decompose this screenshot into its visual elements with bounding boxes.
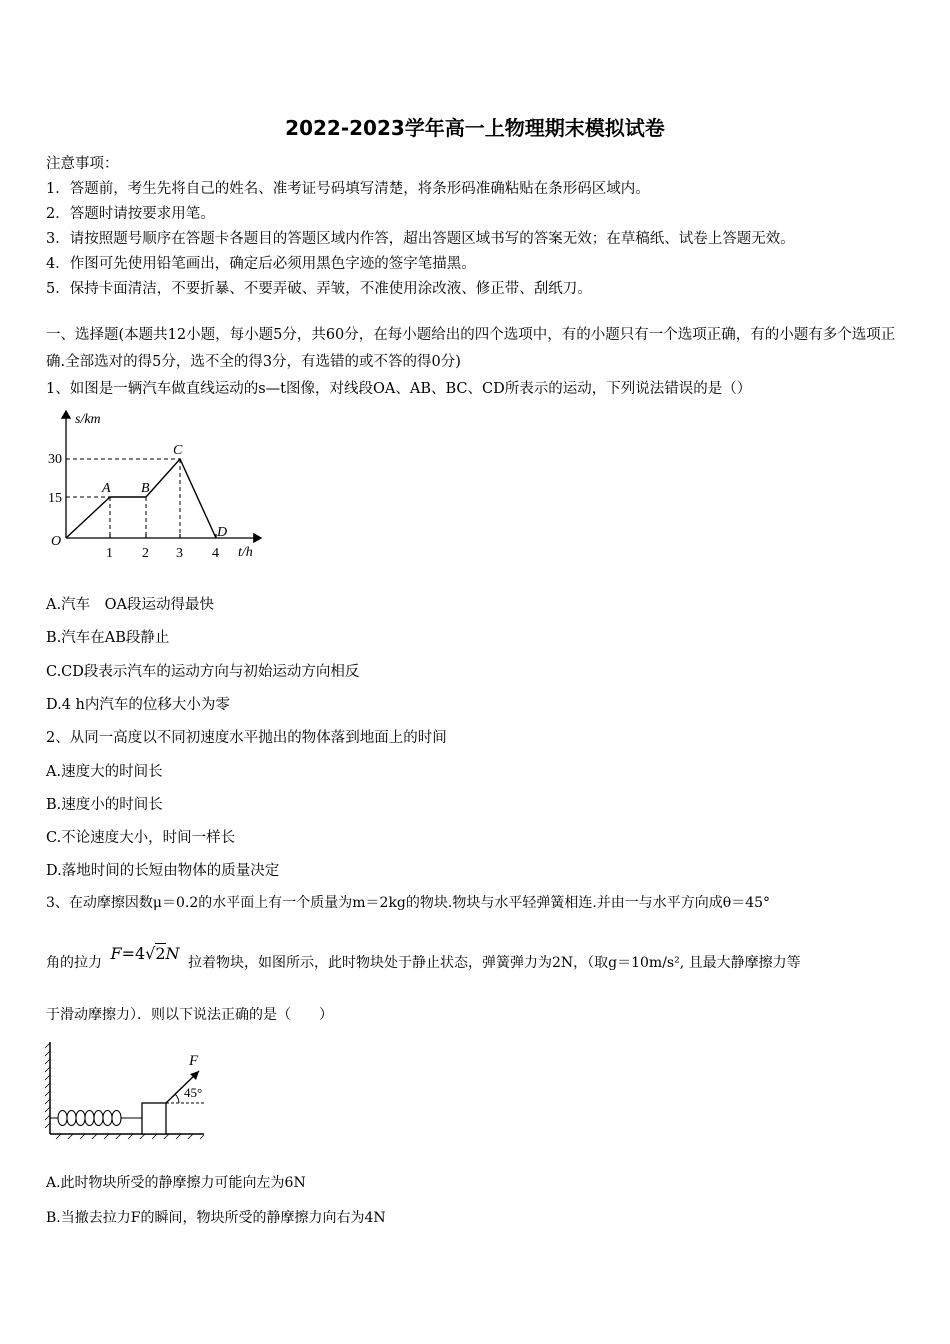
point-label: A: [102, 481, 111, 496]
spring-block-figure: [44, 1040, 214, 1140]
stem-text: 拉着物块，如图所示，此时物块处于静止状态，弹簧弹力为2N，（取g＝10m/s², 且最大静摩擦力等: [188, 955, 801, 971]
angle-label: 45°: [184, 1085, 203, 1100]
x-tick-label: 3: [176, 546, 183, 561]
option: A.速度大的时间长: [46, 764, 163, 780]
option: B.汽车在AB段静止: [46, 630, 170, 646]
notice-item: 4．作图可先使用铅笔画出，确定后必须用黑色字迹的签字笔描黑。: [46, 256, 476, 272]
force-label: F: [189, 1053, 199, 1069]
option: B.当撤去拉力F的瞬间，物块所受的静摩擦力向右为4N: [46, 1210, 386, 1226]
y-tick-label: 15: [48, 491, 62, 506]
x-tick-label: 1: [106, 546, 113, 561]
point-label: C: [173, 443, 183, 458]
question-2-stem: 2、从同一高度以不同初速度水平抛出的物体落到地面上的时间: [46, 730, 447, 746]
y-tick-label: 30: [48, 452, 62, 467]
point-label: B: [141, 481, 150, 496]
graph-line: [66, 459, 216, 538]
block: [142, 1103, 166, 1134]
option: A.汽车 OA段运动得最快: [46, 597, 214, 613]
notice-item: 1．答题前，考生先将自己的姓名、准考证号码填写清楚，将条形码准确粘贴在条形码区域内。: [46, 181, 650, 197]
spring: [50, 1111, 142, 1126]
option: D.落地时间的长短由物体的质量决定: [46, 863, 280, 879]
option: B.速度小的时间长: [46, 797, 163, 813]
origin-label: O: [51, 534, 62, 549]
x-axis-label: t/h: [238, 545, 253, 560]
question-3-stem-line1: 3、在动摩擦因数μ＝0.2的水平面上有一个质量为m＝2kg的物块.物块与水平轻弹簧相连.并由一与水平方向成θ＝45°: [46, 895, 771, 911]
angle-arc: [175, 1094, 179, 1103]
question-3-stem-line3: 于滑动摩擦力）．则以下说法正确的是（ ）: [46, 1007, 333, 1023]
y-axis-label: s/km: [75, 412, 101, 427]
x-tick-label: 4: [212, 546, 219, 561]
point-label: D: [217, 525, 228, 540]
option: D.4 h内汽车的位移大小为零: [46, 697, 230, 713]
x-tick-label: 2: [142, 546, 149, 561]
option: C.CD段表示汽车的运动方向与初始运动方向相反: [46, 664, 360, 680]
question-3-stem-line2: [46, 944, 801, 972]
section-heading: 一、选择题(本题共12小题，每小题5分，共60分，在每小题给出的四个选项中，有的小题只有一个选项正确，有的小题有多个选项正确.全部选对的得5分，选不全的得3分，有选错的或不答的得0分): [46, 327, 896, 370]
question-1-stem: 1、如图是一辆汽车做直线运动的s—t图像，对线段OA、AB、BC、CD所表示的运动，下列说法错误的是（）: [46, 381, 752, 397]
option: A.此时物块所受的静摩擦力可能向左为6N: [46, 1175, 306, 1191]
notice-item: 5．保持卡面清洁，不要折暴、不要弄破、弄皱，不准使用涂改液、修正带、刮纸刀。: [46, 281, 592, 297]
notice-item: 3．请按照题号顺序在答题卡各题目的答题区域内作答，超出答题区域书写的答案无效；在草稿纸、试卷上答题无效。: [46, 231, 795, 247]
option: C.不论速度大小，时间一样长: [46, 830, 236, 846]
page-title: 2022-2023学年高一上物理期末模拟试卷: [285, 116, 665, 140]
force-formula: F=4√2N: [110, 944, 180, 963]
stem-text: 角的拉力: [46, 955, 102, 971]
notice-heading: 注意事项：: [46, 156, 119, 172]
s-t-graph: [46, 403, 271, 568]
notice-item: 2．答题时请按要求用笔。: [46, 206, 215, 222]
